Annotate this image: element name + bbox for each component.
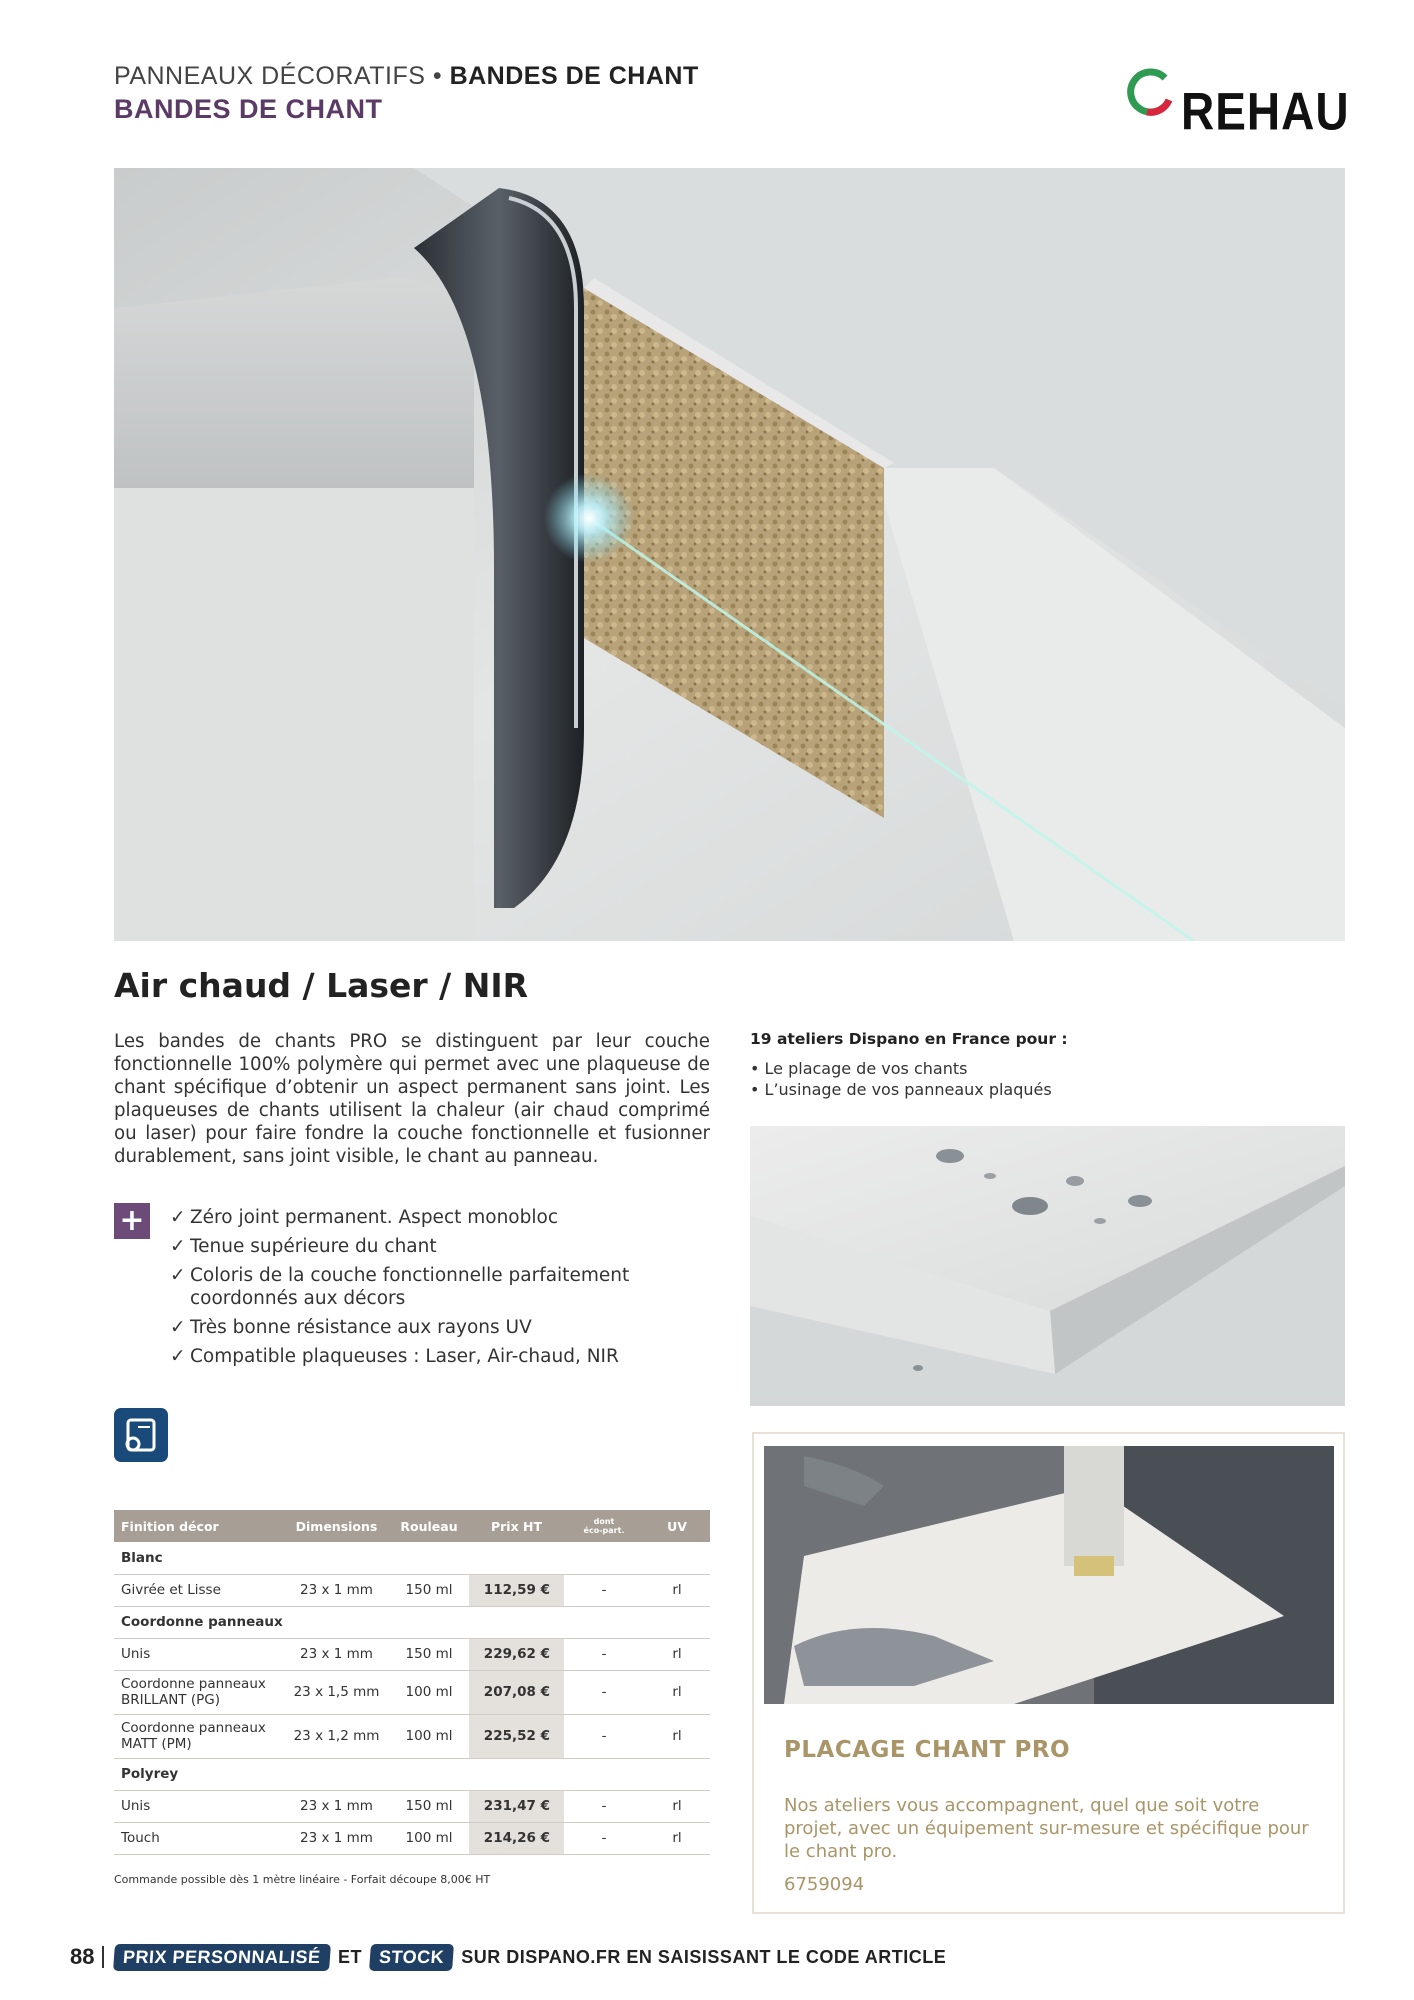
feature-item: ✓ Zéro joint permanent. Aspect monobloc <box>170 1207 559 1228</box>
feature-item: ✓ Tenue supérieure du chant <box>170 1236 437 1257</box>
table-row: Coordonne panneaux MATT (PM) 23 x 1,2 mm 100 ml 225,52 € - rl <box>114 1714 710 1758</box>
breadcrumb-category: PANNEAUX DÉCORATIFS <box>114 62 426 90</box>
check-icon: ✓ <box>170 1265 186 1286</box>
page-title: BANDES DE CHANT <box>114 94 383 124</box>
hero-edgeband-image <box>114 168 1345 941</box>
table-group-row: Blanc <box>114 1542 710 1574</box>
water-drops-panel-image <box>750 1126 1345 1406</box>
check-icon: ✓ <box>170 1207 186 1228</box>
feature-item: ✓ Très bonne résistance aux rayons UV <box>170 1317 532 1338</box>
col-rouleau: Rouleau <box>400 1518 458 1534</box>
table-group-row: Coordonne panneaux <box>114 1606 710 1638</box>
footer-bar <box>70 1942 954 1972</box>
breadcrumb-current: BANDES DE CHANT <box>449 62 699 90</box>
personalized-price-tag: PRIX PERSONNALISÉ <box>114 1944 331 1971</box>
stock-tag: STOCK <box>369 1944 454 1971</box>
list-item: • L’usinage de vos panneaux plaqués <box>750 1080 1052 1099</box>
intro-paragraph: Les bandes de chants PRO se distinguent par leur couche fonctionnelle 100% polymère qui permet avec une plaqueuse de chant spécifique d’obtenir un aspect permanent sans joint. Les plaqueuses de chants utilisent la chaleur (air chaud comprimé ou laser) pour faire fondre la couche fonctionnelle et fusionner durablement, sans joint visible, le chant au panneau. <box>114 1031 710 1167</box>
table-row: Unis 23 x 1 mm 150 ml 229,62 € - rl <box>114 1638 710 1670</box>
page-number: 88 <box>70 1944 95 1969</box>
table-group-row: Polyrey <box>114 1758 710 1790</box>
table-row: Unis 23 x 1 mm 150 ml 231,47 € - rl <box>114 1790 710 1822</box>
check-icon: ✓ <box>170 1317 186 1338</box>
table-row: Coordonne panneaux BRILLANT (PG) 23 x 1,5 mm 100 ml 207,08 € - rl <box>114 1670 710 1714</box>
pro-card-text: Nos ateliers vous accompagnent, quel que soit votre projet, avec un équipement sur-mesure et spécifique pour le chant pro. <box>784 1795 1309 1862</box>
ateliers-list <box>750 1058 1052 1100</box>
divider <box>102 1946 104 1968</box>
table-row: Givrée et Lisse 23 x 1 mm 150 ml 112,59 € - rl <box>114 1574 710 1606</box>
section-title: Air chaud / Laser / NIR <box>114 966 529 1005</box>
feature-item: ✓ Coloris de la couche fonctionnelle parfaitement coordonnés aux décors <box>170 1265 630 1309</box>
price-table <box>114 1510 710 1855</box>
col-prix: Prix HT <box>490 1518 542 1534</box>
col-uv: UV <box>667 1518 687 1534</box>
table-row: Touch 23 x 1 mm 100 ml 214,26 € - rl <box>114 1822 710 1854</box>
workshop-photo <box>764 1446 1334 1704</box>
feature-list <box>170 1206 690 1374</box>
check-icon: ✓ <box>170 1236 186 1257</box>
col-dimensions: Dimensions <box>295 1518 378 1534</box>
rehau-logo-text: REHAU <box>1181 81 1350 141</box>
table-footnote: Commande possible dès 1 mètre linéaire - Forfait découpe 8,00€ HT <box>114 1873 491 1886</box>
placage-chant-pro-card <box>752 1432 1345 1914</box>
footer-and: ET <box>338 1946 363 1967</box>
article-code: 6759094 <box>784 1874 865 1895</box>
rehau-logo <box>1125 62 1350 142</box>
footer-text: SUR DISPANO.FR EN SAISISSANT LE CODE ARTICLE <box>461 1946 947 1967</box>
plus-icon: + <box>114 1203 150 1239</box>
rehau-swirl-icon <box>1125 66 1175 118</box>
roll-icon <box>114 1408 168 1462</box>
breadcrumb <box>114 62 699 91</box>
col-finition: Finition décor <box>121 1518 219 1534</box>
pro-card-title: PLACAGE CHANT PRO <box>784 1737 1071 1763</box>
check-icon: ✓ <box>170 1346 186 1367</box>
breadcrumb-separator: • <box>425 62 450 90</box>
feature-item: ✓ Compatible plaqueuses : Laser, Air-chaud, NIR <box>170 1346 619 1367</box>
list-item: • Le placage de vos chants <box>750 1059 968 1078</box>
table-header-row <box>114 1510 710 1542</box>
col-eco: dont éco-part. <box>583 1517 625 1535</box>
ateliers-title: 19 ateliers Dispano en France pour : <box>750 1030 1068 1048</box>
